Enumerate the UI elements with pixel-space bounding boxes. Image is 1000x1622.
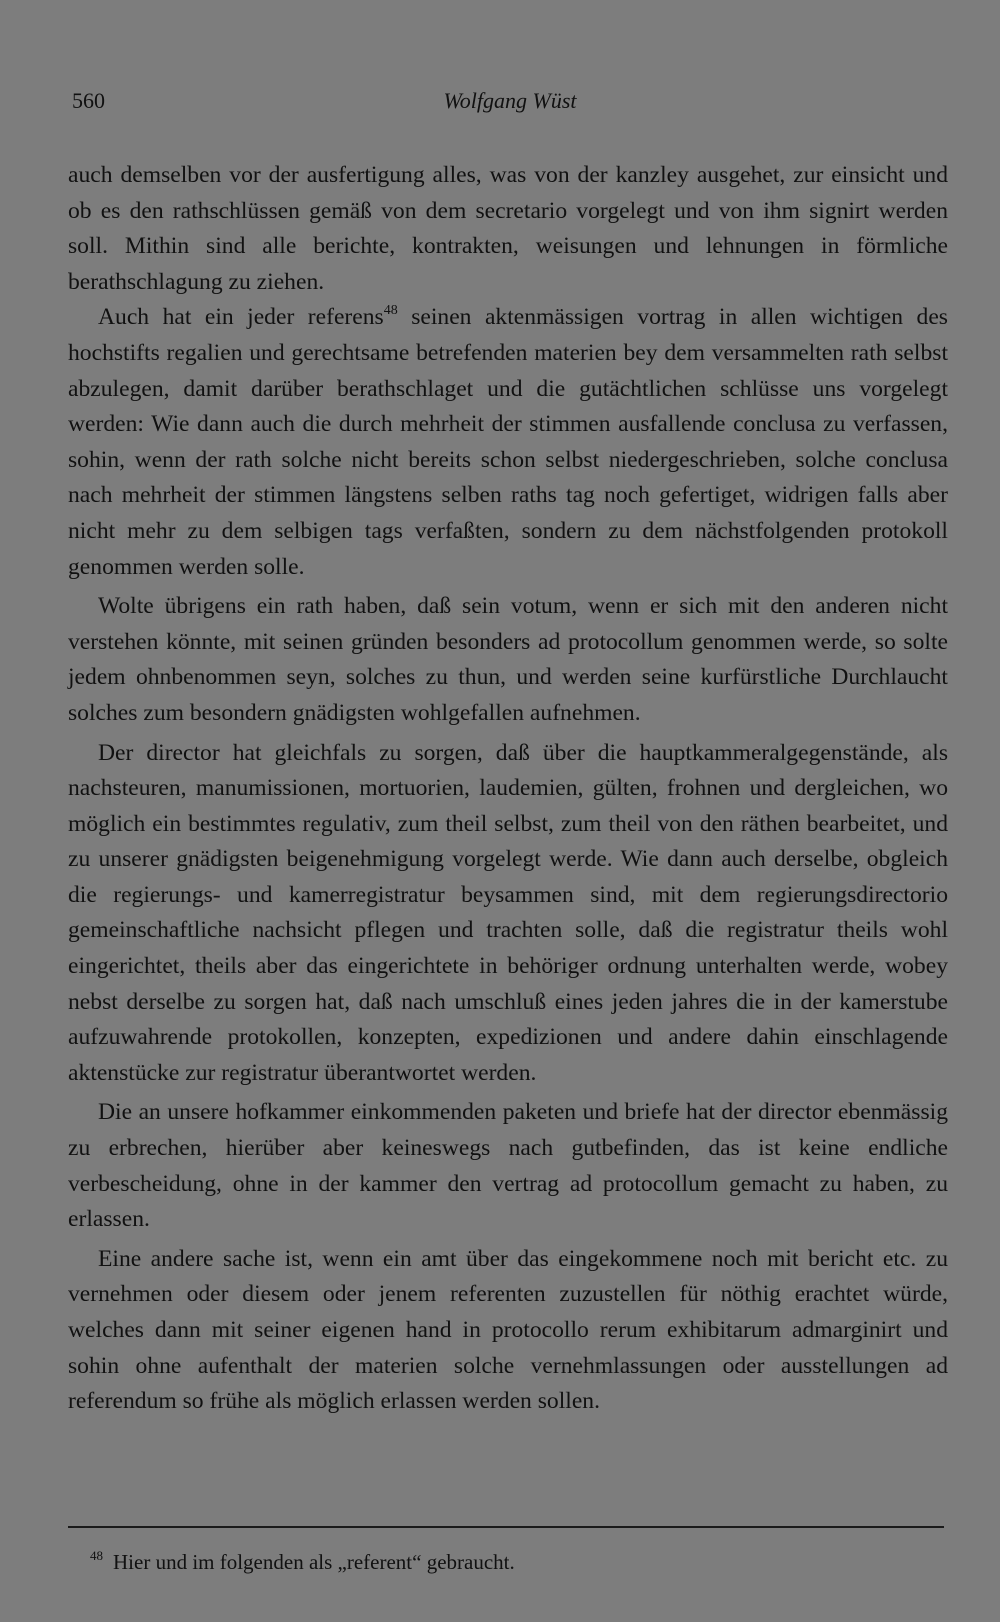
paragraph-2-start: Auch hat ein jeder referens bbox=[98, 304, 384, 331]
running-head-author: Wolfgang Wüst bbox=[443, 88, 577, 113]
footnote-text: Hier und im folgenden als „referent“ gebraucht. bbox=[113, 1550, 515, 1574]
page-header bbox=[72, 88, 948, 122]
footnote bbox=[90, 1547, 940, 1577]
footnote-divider bbox=[68, 1526, 944, 1528]
paragraph-4: Der director hat gleichfals zu sorgen, daß über die hauptkammeralgegenstände, als nachsteuren, manumissionen, mortuorien, laudemien, gülten, frohnen und dergleichen, wo möglich ein bestimmtes regulativ, zum theil selbst, zum theil von den räthen bearbeitet, und zu unserer gnädigsten beigenehmigung vorgelegt werde. Wie dann auch derselbe, obgleich die regierungs- und kamerregistratur beysammen sind, mit dem regierungsdirectorio gemeinschaftliche nachsicht pflegen und trachten solle, daß die registratur theils wohl eingerichtet, theils aber das eingerichtete in behöriger ordnung unterhalten werde, wobey nebst derselbe zu sorgen hat, daß nach umschluß eines jeden jahres die in der kamerstube aufzuwahrende protokollen, konzepten, expedizionen und andere dahin einschlagende aktenstücke zur registratur überantwortet werden. bbox=[68, 739, 948, 1086]
page-number: 560 bbox=[72, 88, 105, 113]
paragraph-6: Eine andere sache ist, wenn ein amt über das eingekommene noch mit bericht etc. zu vernehmen oder diesem oder jenem referenten zuzustellen für nöthig erachtet würde, welches dann mit seiner eigenen hand in protocollo rerum exhibitarum admarginirt und sohin ohne aufenthalt der materien solche vernehmlassungen oder ausstellungen ad referendum so frühe als möglich erlassen werden sollen. bbox=[68, 1245, 948, 1415]
footnote-reference: 48 bbox=[383, 303, 398, 319]
footnote-number: 48 bbox=[90, 1548, 103, 1563]
paragraph-1: auch demselben vor der ausfertigung alles, was von der kanzley ausgehet, zur einsicht und ob es den rathschlüssen gemäß von dem secretario vorgelegt und von ihm signirt werden soll. Mithin sind alle berichte, kontrakten, weisungen und lehnungen in förmliche berathschlagung zu ziehen. bbox=[68, 162, 948, 295]
paragraph-2-rest: seinen aktenmässigen vortrag in allen wichtigen des hochstifts regalien und gerechtsame betrefenden materien bey dem versammelten rath selbst abzulegen, damit darüber berathschlaget und die gutächtlichen schlüsse uns vorgelegt werden: Wie dann auch die durch mehrheit der stimmen ausfallende conclusa zu verfassen, sohin, wenn der rath solche nicht bereits schon selbst niedergeschrieben, solche conclusa nach mehrheit der stimmen längstens selben raths tag noch gefertiget, widrigen falls aber nicht mehr zu dem selbigen tags verfaßten, sondern zu dem nächstfolgenden protokoll genommen werden solle. bbox=[68, 304, 948, 580]
paragraph-5: Die an unsere hofkammer einkommenden paketen und briefe hat der director ebenmässig zu erbrechen, hierüber aber keineswegs nach gutbefinden, das ist keine endliche verbescheidung, ohne in der kammer den vertrag ad protocollum gemacht zu haben, zu erlassen. bbox=[68, 1099, 948, 1233]
main-text bbox=[68, 158, 948, 1420]
paragraph-3: Wolte übrigens ein rath haben, daß sein votum, wenn er sich mit den anderen nicht verstehen könnte, mit seinen gründen besonders ad protocollum genommen werde, so solte jedem ohnbenommen seyn, solches zu thun, und werden seine kurfürstliche Durchlaucht solches zum besondern gnädigsten wohlgefallen aufnehmen. bbox=[68, 593, 948, 726]
paragraph-2 bbox=[68, 300, 948, 585]
